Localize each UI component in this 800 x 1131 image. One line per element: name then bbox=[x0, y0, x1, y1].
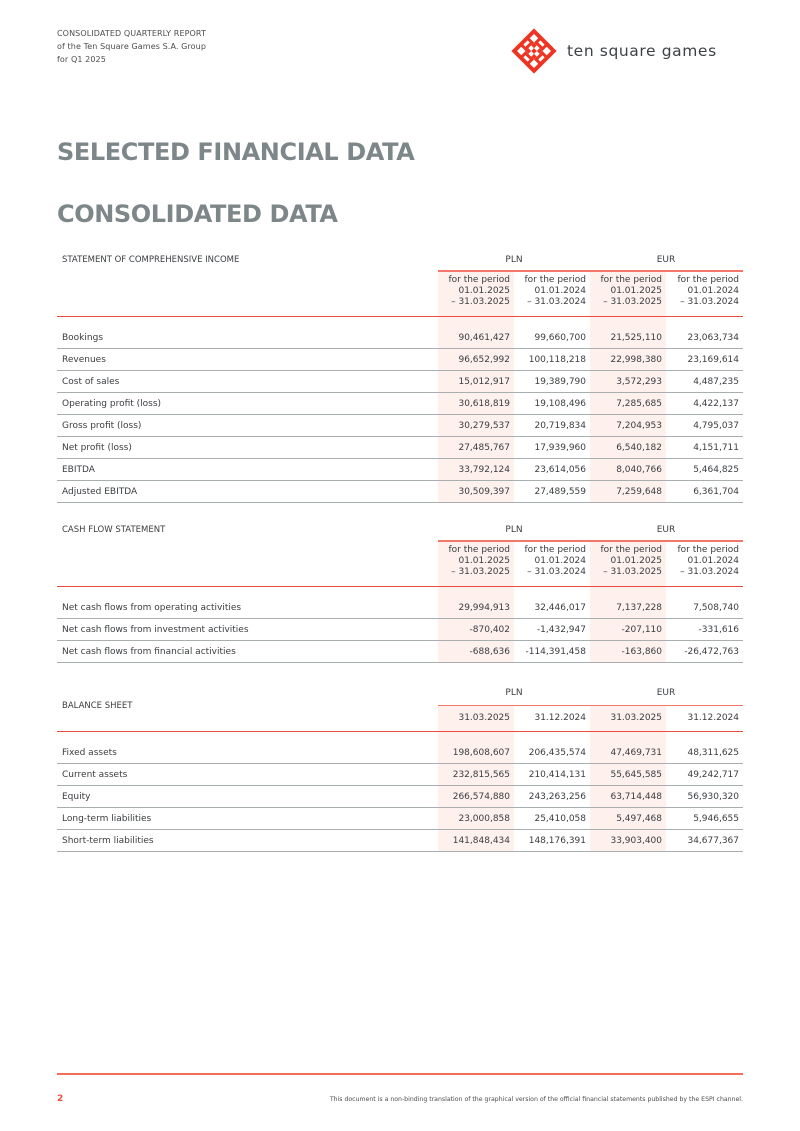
value-cell: 4,151,711 bbox=[693, 442, 739, 453]
value-cell: 7,259,648 bbox=[590, 481, 666, 502]
report-header-line2: of the Ten Square Games S.A. Group bbox=[57, 42, 207, 51]
row-label: Bookings bbox=[62, 332, 104, 343]
period-col-1: for the period 01.01.2025 – 31.03.2025 bbox=[438, 540, 514, 586]
row-label: Long-term liabilities bbox=[62, 813, 152, 824]
income-table-title: STATEMENT OF COMPREHENSIVE INCOME bbox=[62, 255, 240, 265]
value-cell: 56,930,320 bbox=[687, 791, 739, 802]
date-col-4: 31.12.2024 bbox=[687, 713, 739, 724]
date-col-1: 31.03.2025 bbox=[438, 706, 514, 731]
table-row bbox=[57, 393, 743, 415]
value-cell: 6,540,182 bbox=[590, 437, 666, 458]
value-cell: 210,414,131 bbox=[528, 769, 586, 780]
value-cell: 7,204,953 bbox=[590, 415, 666, 436]
value-cell: 198,608,607 bbox=[438, 742, 514, 763]
period-col-3: for the period 01.01.2025 – 31.03.2025 bbox=[590, 270, 666, 316]
page-number: 2 bbox=[57, 1094, 64, 1104]
value-cell: 34,677,367 bbox=[687, 835, 739, 846]
logo-wordmark: ten square games bbox=[567, 42, 717, 60]
value-cell: 7,285,685 bbox=[590, 393, 666, 414]
cashflow-table-header bbox=[57, 520, 743, 540]
report-header-line1: CONSOLIDATED QUARTERLY REPORT bbox=[57, 29, 206, 38]
report-header-line3: for Q1 2025 bbox=[57, 55, 106, 64]
value-cell: 30,618,819 bbox=[438, 393, 514, 414]
cashflow-period-header bbox=[57, 540, 743, 587]
value-cell: 30,279,537 bbox=[438, 415, 514, 436]
date-col-2: 31.12.2024 bbox=[534, 713, 586, 724]
value-cell: 33,792,124 bbox=[438, 459, 514, 480]
table-row bbox=[57, 349, 743, 371]
row-label: Operating profit (loss) bbox=[62, 398, 162, 409]
value-cell: 23,063,734 bbox=[687, 332, 739, 343]
value-cell: 32,446,017 bbox=[534, 602, 586, 613]
value-cell: 27,485,767 bbox=[438, 437, 514, 458]
period-col-2: for the period 01.01.2024 – 31.03.2024 bbox=[524, 545, 586, 577]
value-cell: 17,939,960 bbox=[534, 442, 586, 453]
period-col-3: for the period 01.01.2025 – 31.03.2025 bbox=[590, 540, 666, 586]
value-cell: 63,714,448 bbox=[590, 786, 666, 807]
table-row bbox=[57, 481, 743, 503]
row-label: Current assets bbox=[62, 769, 128, 780]
report-header bbox=[57, 27, 206, 66]
value-cell: -1,432,947 bbox=[536, 624, 586, 635]
table-row bbox=[57, 371, 743, 393]
row-label: Short-term liabilities bbox=[62, 835, 154, 846]
row-label: Net cash flows from operating activities bbox=[62, 602, 242, 613]
currency-divider bbox=[438, 270, 743, 272]
currency-eur: EUR bbox=[656, 255, 676, 265]
row-label: EBITDA bbox=[62, 464, 95, 475]
balance-table-title: BALANCE SHEET bbox=[62, 701, 133, 711]
value-cell: 33,903,400 bbox=[590, 830, 666, 851]
value-cell: -207,110 bbox=[590, 619, 666, 640]
currency-eur: EUR bbox=[656, 525, 676, 535]
value-cell: -870,402 bbox=[438, 619, 514, 640]
table-row bbox=[57, 597, 743, 619]
currency-pln: PLN bbox=[505, 688, 523, 698]
value-cell: 21,525,110 bbox=[590, 327, 666, 348]
value-cell: 7,137,228 bbox=[590, 597, 666, 618]
cashflow-table-title: CASH FLOW STATEMENT bbox=[62, 525, 166, 535]
value-cell: 20,719,834 bbox=[534, 420, 586, 431]
value-cell: 23,614,056 bbox=[534, 464, 586, 475]
table-row bbox=[57, 619, 743, 641]
value-cell: 22,998,380 bbox=[590, 349, 666, 370]
value-cell: 19,389,790 bbox=[534, 376, 586, 387]
company-logo bbox=[511, 28, 717, 74]
logo-diamond-icon bbox=[511, 28, 557, 74]
table-row bbox=[57, 742, 743, 764]
balance-sheet-table bbox=[57, 681, 743, 852]
value-cell: 99,660,700 bbox=[534, 332, 586, 343]
value-cell: 4,487,235 bbox=[693, 376, 739, 387]
value-cell: 4,422,137 bbox=[693, 398, 739, 409]
currency-divider bbox=[438, 540, 743, 542]
value-cell: 90,461,427 bbox=[438, 327, 514, 348]
value-cell: 47,469,731 bbox=[590, 742, 666, 763]
footer-disclaimer: This document is a non-binding translation of the graphical version of the official financial statements published by the ESPI channel. bbox=[329, 1096, 743, 1103]
income-table-header bbox=[57, 250, 743, 270]
value-cell: 206,435,574 bbox=[528, 747, 586, 758]
table-row bbox=[57, 808, 743, 830]
value-cell: 30,509,397 bbox=[438, 481, 514, 502]
footer-divider bbox=[57, 1073, 743, 1075]
value-cell: 6,361,704 bbox=[693, 486, 739, 497]
value-cell: 141,848,434 bbox=[438, 830, 514, 851]
row-label: Net profit (loss) bbox=[62, 442, 132, 453]
row-label: Adjusted EBITDA bbox=[62, 486, 138, 497]
value-cell: 148,176,391 bbox=[528, 835, 586, 846]
value-cell: 5,946,655 bbox=[693, 813, 739, 824]
value-cell: 243,263,256 bbox=[528, 791, 586, 802]
value-cell: -688,636 bbox=[438, 641, 514, 662]
value-cell: -331,616 bbox=[698, 624, 739, 635]
table-row bbox=[57, 764, 743, 786]
table-row bbox=[57, 786, 743, 808]
value-cell: 5,497,468 bbox=[590, 808, 666, 829]
table-row bbox=[57, 641, 743, 663]
row-label: Equity bbox=[62, 791, 91, 802]
income-statement-table bbox=[57, 250, 743, 503]
value-cell: 48,311,625 bbox=[687, 747, 739, 758]
value-cell: 266,574,880 bbox=[438, 786, 514, 807]
table-row bbox=[57, 327, 743, 349]
period-col-4: for the period 01.01.2024 – 31.03.2024 bbox=[677, 545, 739, 577]
table-row bbox=[57, 437, 743, 459]
value-cell: 96,652,992 bbox=[438, 349, 514, 370]
currency-pln: PLN bbox=[505, 255, 523, 265]
table-row bbox=[57, 415, 743, 437]
value-cell: 3,572,293 bbox=[590, 371, 666, 392]
value-cell: 15,012,917 bbox=[438, 371, 514, 392]
value-cell: 8,040,766 bbox=[590, 459, 666, 480]
currency-pln: PLN bbox=[505, 525, 523, 535]
value-cell: -114,391,458 bbox=[525, 646, 586, 657]
value-cell: 232,815,565 bbox=[438, 764, 514, 785]
value-cell: 19,108,496 bbox=[534, 398, 586, 409]
page-title: SELECTED FINANCIAL DATA bbox=[57, 138, 415, 166]
period-col-4: for the period 01.01.2024 – 31.03.2024 bbox=[677, 275, 739, 307]
value-cell: 29,994,913 bbox=[438, 597, 514, 618]
income-period-header bbox=[57, 270, 743, 317]
balance-table-header bbox=[57, 681, 743, 732]
value-cell: 55,645,585 bbox=[590, 764, 666, 785]
period-col-1: for the period 01.01.2025 – 31.03.2025 bbox=[438, 270, 514, 316]
date-col-3: 31.03.2025 bbox=[590, 706, 666, 731]
value-cell: 27,489,559 bbox=[534, 486, 586, 497]
row-label: Fixed assets bbox=[62, 747, 117, 758]
value-cell: 4,795,037 bbox=[693, 420, 739, 431]
value-cell: 100,118,218 bbox=[528, 354, 586, 365]
currency-eur: EUR bbox=[656, 688, 676, 698]
table-row bbox=[57, 459, 743, 481]
row-label: Net cash flows from investment activities bbox=[62, 624, 249, 635]
value-cell: 49,242,717 bbox=[687, 769, 739, 780]
value-cell: 7,508,740 bbox=[693, 602, 739, 613]
row-label: Net cash flows from financial activities bbox=[62, 646, 236, 657]
period-col-2: for the period 01.01.2024 – 31.03.2024 bbox=[524, 275, 586, 307]
value-cell: -26,472,763 bbox=[684, 646, 739, 657]
row-label: Cost of sales bbox=[62, 376, 120, 387]
value-cell: -163,860 bbox=[590, 641, 666, 662]
table-row bbox=[57, 830, 743, 852]
value-cell: 23,169,614 bbox=[687, 354, 739, 365]
row-label: Revenues bbox=[62, 354, 106, 365]
cash-flow-table bbox=[57, 520, 743, 663]
row-label: Gross profit (loss) bbox=[62, 420, 142, 431]
value-cell: 25,410,058 bbox=[534, 813, 586, 824]
value-cell: 5,464,825 bbox=[693, 464, 739, 475]
page-subtitle: CONSOLIDATED DATA bbox=[57, 200, 338, 228]
value-cell: 23,000,858 bbox=[438, 808, 514, 829]
